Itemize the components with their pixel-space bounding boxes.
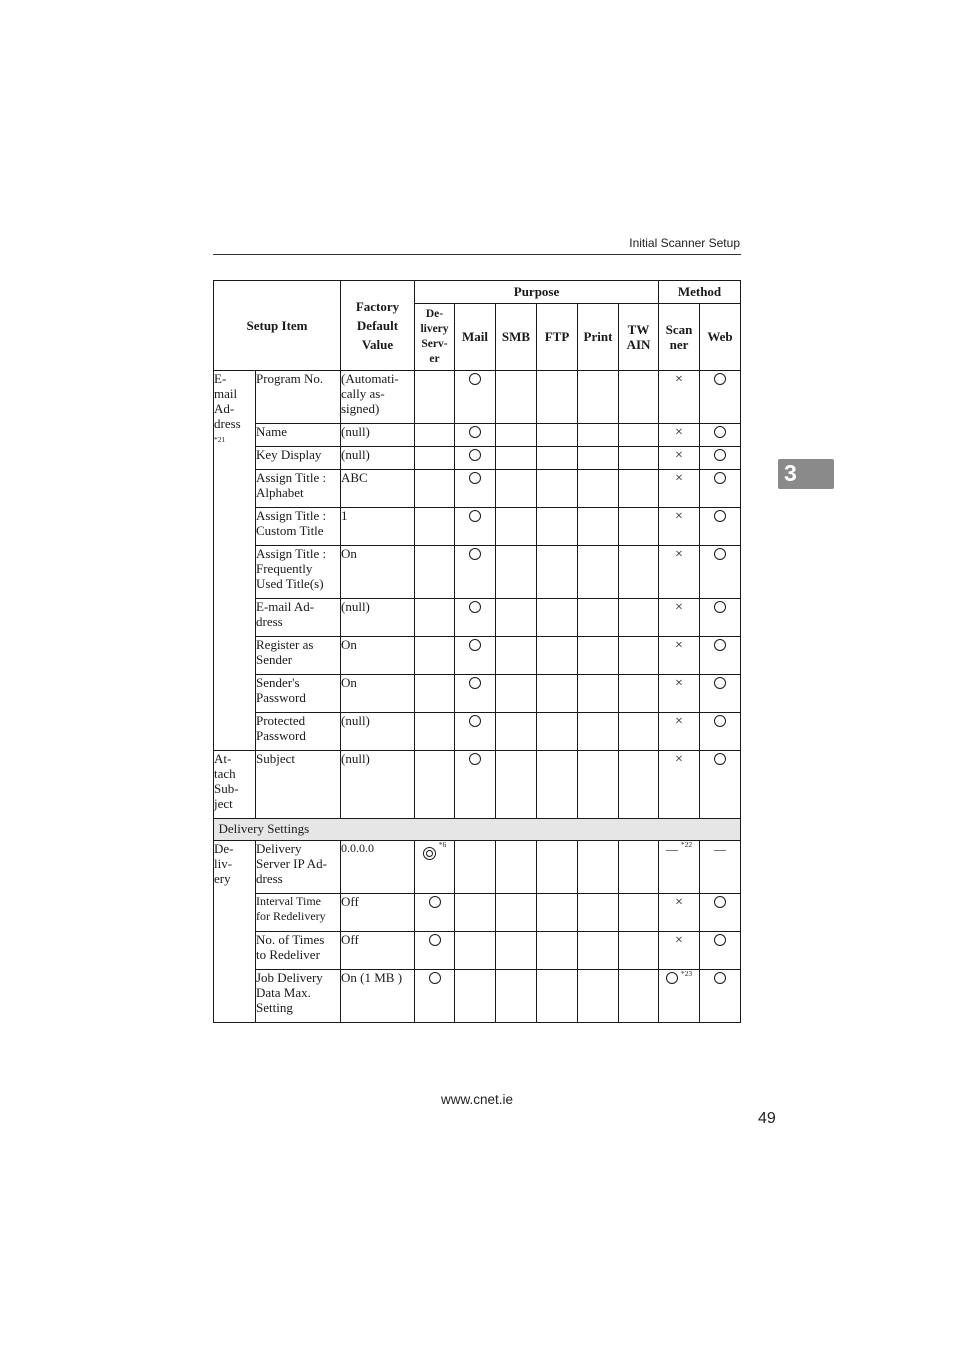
allowed-circle-icon (469, 472, 481, 484)
default-value: Off (341, 932, 415, 970)
col-header-smb: SMB (496, 304, 537, 371)
table-row (214, 932, 741, 970)
footnote-ref: *21 (214, 435, 226, 444)
allowed-circle-icon (714, 373, 726, 385)
allowed-circle-icon (714, 677, 726, 689)
setup-item-label: Assign Title : Custom Title (256, 508, 341, 546)
setup-item-label: Delivery Server IP Ad- dress (256, 841, 341, 894)
default-value: (null) (341, 751, 415, 819)
default-value: On (341, 546, 415, 599)
group-label-attach-subject: At- tach Sub- ject (214, 751, 256, 819)
default-value: (Automati- cally as- signed) (341, 371, 415, 424)
not-allowed-cross-icon: × (675, 714, 683, 729)
allowed-circle-icon (469, 548, 481, 560)
setup-item-label: Subject (256, 751, 341, 819)
setup-items-table (213, 280, 741, 1023)
section-row (214, 819, 741, 841)
allowed-circle-icon (714, 472, 726, 484)
default-value: ABC (341, 470, 415, 508)
allowed-circle-icon (469, 753, 481, 765)
page-number: 49 (758, 1110, 776, 1127)
table-row (214, 546, 741, 599)
setup-item-label: E-mail Ad- dress (256, 599, 341, 637)
col-header-delivery-server: De- livery Serv- er (415, 304, 455, 371)
default-value: 0.0.0.0 (341, 841, 415, 894)
not-allowed-cross-icon: × (675, 425, 683, 440)
footnote-ref: *6 (438, 840, 447, 849)
allowed-circle-icon (469, 510, 481, 522)
default-value: (null) (341, 599, 415, 637)
allowed-circle-icon (714, 510, 726, 522)
group-label-delivery: De- liv- ery (214, 841, 256, 1023)
running-header-title: Initial Scanner Setup (629, 236, 740, 250)
table-row (214, 599, 741, 637)
col-header-setup-item: Setup Item (214, 281, 341, 371)
table-row (214, 637, 741, 675)
allowed-circle-icon (469, 426, 481, 438)
setup-item-label: Interval Time for Redelivery (256, 894, 341, 932)
allowed-circle-icon (714, 753, 726, 765)
footnote-ref: *22 (680, 840, 693, 849)
table-row (214, 894, 741, 932)
header-rule (213, 254, 741, 255)
chapter-tab (778, 459, 834, 489)
not-allowed-cross-icon: × (675, 895, 683, 910)
default-value: On (1 MB ) (341, 970, 415, 1023)
double-circle-icon (423, 847, 436, 860)
allowed-circle-icon (714, 426, 726, 438)
table-row (214, 424, 741, 447)
allowed-circle-icon (469, 373, 481, 385)
default-value: 1 (341, 508, 415, 546)
allowed-circle-icon (714, 896, 726, 908)
footnote-ref: *23 (680, 969, 693, 978)
chapter-tab-number: 3 (784, 460, 797, 486)
not-allowed-cross-icon: × (675, 752, 683, 767)
setup-item-label: Key Display (256, 447, 341, 470)
table-row (214, 371, 741, 424)
allowed-circle-icon (469, 677, 481, 689)
default-value: On (341, 675, 415, 713)
table-row (214, 470, 741, 508)
table-row (214, 675, 741, 713)
not-allowed-cross-icon: × (675, 509, 683, 524)
allowed-circle-icon (429, 972, 441, 984)
default-value: (null) (341, 713, 415, 751)
col-header-scanner: Scan ner (659, 304, 700, 371)
table-row (214, 751, 741, 819)
col-header-twain: TW AIN (619, 304, 659, 371)
allowed-circle-icon (469, 639, 481, 651)
allowed-circle-icon (429, 896, 441, 908)
footer-url: www.cnet.ie (440, 1092, 514, 1107)
allowed-circle-icon (666, 972, 678, 984)
allowed-circle-icon (714, 449, 726, 461)
setup-item-label: Assign Title : Alphabet (256, 470, 341, 508)
default-value: (null) (341, 424, 415, 447)
setup-item-label: Sender's Password (256, 675, 341, 713)
setup-item-label: Assign Title : Frequently Used Title(s) (256, 546, 341, 599)
not-allowed-cross-icon: × (675, 547, 683, 562)
dash-icon: — (714, 842, 726, 856)
default-value: Off (341, 894, 415, 932)
setup-item-label: Register as Sender (256, 637, 341, 675)
not-allowed-cross-icon: × (675, 676, 683, 691)
dash-icon: — (665, 842, 678, 856)
allowed-circle-icon (469, 715, 481, 727)
not-allowed-cross-icon: × (675, 638, 683, 653)
not-allowed-cross-icon: × (675, 448, 683, 463)
table-row (214, 841, 741, 894)
table-row (214, 508, 741, 546)
default-value: On (341, 637, 415, 675)
allowed-circle-icon (469, 601, 481, 613)
col-header-ftp: FTP (537, 304, 578, 371)
allowed-circle-icon (714, 934, 726, 946)
not-allowed-cross-icon: × (675, 372, 683, 387)
not-allowed-cross-icon: × (675, 471, 683, 486)
setup-item-label: Job Delivery Data Max. Setting (256, 970, 341, 1023)
default-value: (null) (341, 447, 415, 470)
setup-item-label: No. of Times to Redeliver (256, 932, 341, 970)
group-label-email-address: E- mail Ad- dress *21 (214, 371, 256, 751)
allowed-circle-icon (714, 972, 726, 984)
allowed-circle-icon (469, 449, 481, 461)
col-header-method: Method (659, 281, 741, 304)
col-header-purpose: Purpose (415, 281, 659, 304)
setup-item-label: Name (256, 424, 341, 447)
allowed-circle-icon (429, 934, 441, 946)
allowed-circle-icon (714, 548, 726, 560)
col-header-print: Print (578, 304, 619, 371)
not-allowed-cross-icon: × (675, 600, 683, 615)
table-row (214, 713, 741, 751)
col-header-factory-default: Factory Default Value (341, 281, 415, 371)
allowed-circle-icon (714, 601, 726, 613)
allowed-circle-icon (714, 715, 726, 727)
col-header-web: Web (700, 304, 741, 371)
col-header-mail: Mail (455, 304, 496, 371)
setup-item-label: Program No. (256, 371, 341, 424)
not-allowed-cross-icon: × (675, 933, 683, 948)
table-row (214, 970, 741, 1023)
table-row (214, 447, 741, 470)
section-label-delivery-settings: Delivery Settings (214, 819, 741, 841)
setup-item-label: Protected Password (256, 713, 341, 751)
allowed-circle-icon (714, 639, 726, 651)
